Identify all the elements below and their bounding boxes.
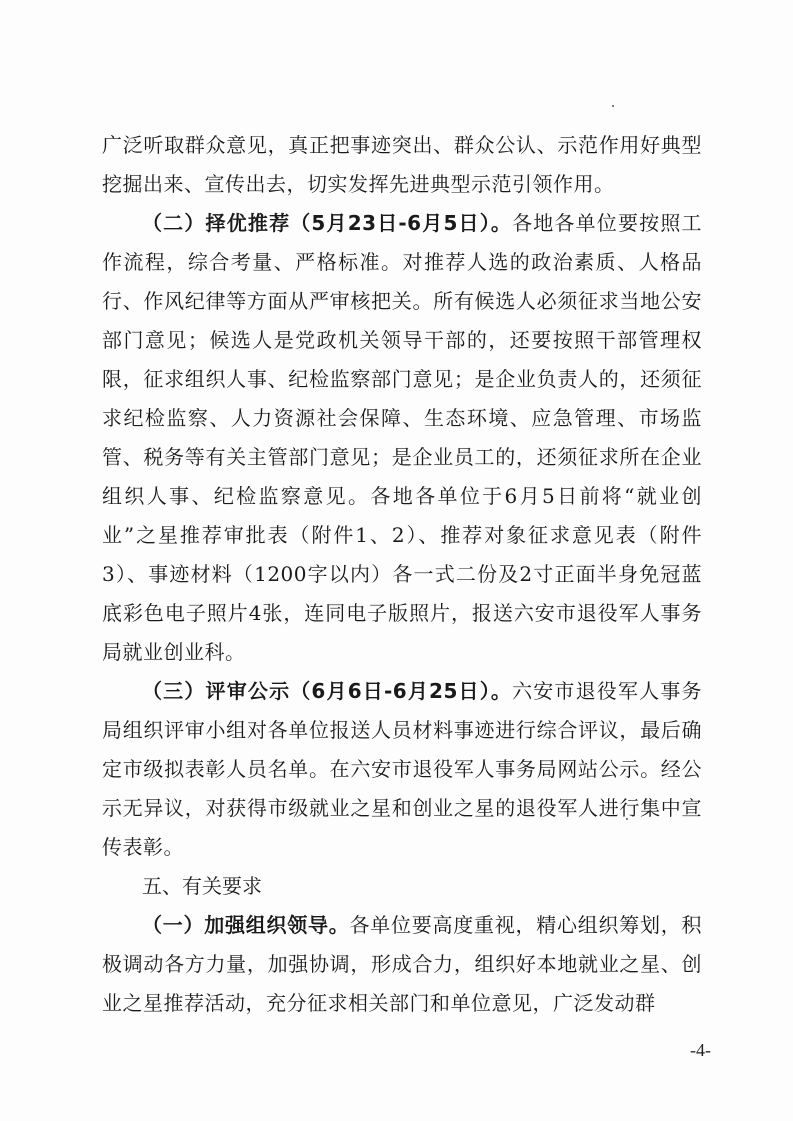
paragraph-text: 广泛听取群众意见，真正把事迹突出、群众公认、示范作用好典型挖掘出来、宣传出去，切实发挥先进典型示范引领作用。 [102, 133, 702, 196]
paragraph-lead: （一）加强组织领导。 [142, 913, 350, 937]
paragraph-text: 各单位要高度重视，精心组织筹划，积极调动各方力量，加强协调，形成合力，组织好本地就业之星、创业之星推荐活动，充分征求相关部门和单位意见，广泛发动群 [102, 913, 702, 1015]
scan-speck [612, 105, 614, 107]
document-body [102, 126, 702, 1023]
paragraph-text: 各地各单位要按照工作流程，综合考量、严格标准。对推荐人选的政治素质、人格品行、作风纪律等方面从严审核把关。所有候选人必须征求当地公安部门意见；候选人是党政机关领导干部的，还要按照干部管理权限，征求组织人事、纪检监察部门意见；是企业负责人的，还须征求纪检监察、人力资源社会保障、生态环境、应急管理、市场监管、税务等有关主管部门意见；是企业员工的，还须征求所在企业组织人事、纪检监察意见。各地各单位于6月5日前将“就业创业”之星推荐审批表（附件1、2）、推荐对象征求意见表（附件3）、事迹材料（1200字以内）各一式二份及2寸正面半身免冠蓝底彩色电子照片4张，连同电子版照片，报送六安市退役军人事务局就业创业科。 [102, 211, 702, 664]
paragraph-review-publicity [102, 672, 702, 867]
paragraph-selection-recommendation [102, 204, 702, 672]
paragraph-organization-leadership [102, 906, 702, 1023]
section-heading: 五、有关要求 [142, 874, 262, 898]
page-number: -4- [690, 1040, 711, 1060]
paragraph-text: 六安市退役军人事务局组织评审小组对各单位报送人员材料事迹进行综合评议，最后确定市级拟表彰人员名单。在六安市退役军人事务局网站公示。经公示无异议，对获得市级就业之星和创业之星的退役军人进行集中宣传表彰。 [102, 679, 702, 859]
paragraph-lead: （三）评审公示（6月6日-6月25日）。 [142, 679, 513, 703]
paragraph-continuation [102, 126, 702, 204]
paragraph-lead: （二）择优推荐（5月23日-6月5日）。 [142, 211, 513, 235]
